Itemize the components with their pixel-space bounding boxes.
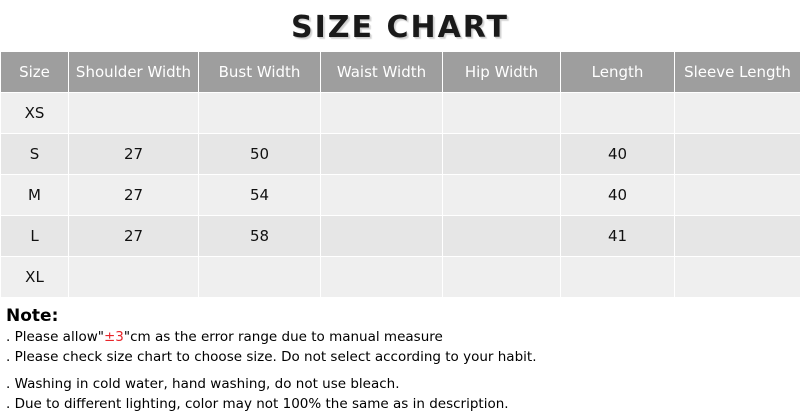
cell-length: [561, 93, 675, 134]
cell-bust: [199, 257, 321, 298]
page-title: SIZE CHART: [290, 10, 510, 45]
cell-shoulder: [69, 257, 199, 298]
cell-hip: [443, 134, 561, 175]
column-header-hip-width: Hip Width: [443, 52, 561, 93]
cell-shoulder: 27: [69, 175, 199, 216]
cell-size: XL: [1, 257, 69, 298]
size-chart-table: [0, 51, 800, 298]
table-row: [1, 216, 800, 257]
cell-length: 41: [561, 216, 675, 257]
cell-shoulder: 27: [69, 134, 199, 175]
table-header-row: [1, 52, 800, 93]
table-row: [1, 257, 800, 298]
cell-size: XS: [1, 93, 69, 134]
note-tolerance-prefix: . Please allow": [6, 329, 104, 345]
note-heading: Note:: [6, 306, 59, 326]
column-header-size: Size: [1, 52, 69, 93]
cell-waist: [321, 216, 443, 257]
cell-hip: [443, 175, 561, 216]
note-spacer: [6, 367, 794, 375]
note-line-check-size: . Please check size chart to choose size. Do not select according to your habit.: [6, 348, 537, 365]
note-line-lighting: . Due to different lighting, color may not 100% the same as in description.: [6, 395, 509, 412]
cell-size: S: [1, 134, 69, 175]
cell-waist: [321, 93, 443, 134]
table-row: [1, 134, 800, 175]
cell-waist: [321, 257, 443, 298]
column-header-waist-width: Waist Width: [321, 52, 443, 93]
note-section: [0, 298, 800, 414]
column-header-length: Length: [561, 52, 675, 93]
cell-bust: [199, 93, 321, 134]
cell-length: 40: [561, 134, 675, 175]
cell-waist: [321, 134, 443, 175]
cell-sleeve: [675, 257, 800, 298]
cell-shoulder: [69, 93, 199, 134]
cell-hip: [443, 93, 561, 134]
column-header-bust-width: Bust Width: [199, 52, 321, 93]
table-body: [1, 93, 800, 298]
table-row: [1, 175, 800, 216]
cell-sleeve: [675, 134, 800, 175]
note-line-tolerance: [6, 328, 794, 348]
note-line-washing: . Washing in cold water, hand washing, do not use bleach.: [6, 376, 400, 393]
note-tolerance-value: ±3: [103, 329, 124, 345]
cell-size: M: [1, 175, 69, 216]
cell-length: 40: [561, 175, 675, 216]
cell-bust: 58: [199, 216, 321, 257]
cell-sleeve: [675, 93, 800, 134]
cell-bust: 54: [199, 175, 321, 216]
cell-bust: 50: [199, 134, 321, 175]
column-header-shoulder-width: Shoulder Width: [69, 52, 199, 93]
cell-sleeve: [675, 175, 800, 216]
table-header: [1, 52, 800, 93]
cell-shoulder: 27: [69, 216, 199, 257]
cell-sleeve: [675, 216, 800, 257]
cell-waist: [321, 175, 443, 216]
cell-hip: [443, 216, 561, 257]
table-row: [1, 93, 800, 134]
cell-hip: [443, 257, 561, 298]
cell-size: L: [1, 216, 69, 257]
note-tolerance-suffix: "cm as the error range due to manual measure: [123, 329, 443, 345]
column-header-sleeve-length: Sleeve Length: [675, 52, 800, 93]
cell-length: [561, 257, 675, 298]
